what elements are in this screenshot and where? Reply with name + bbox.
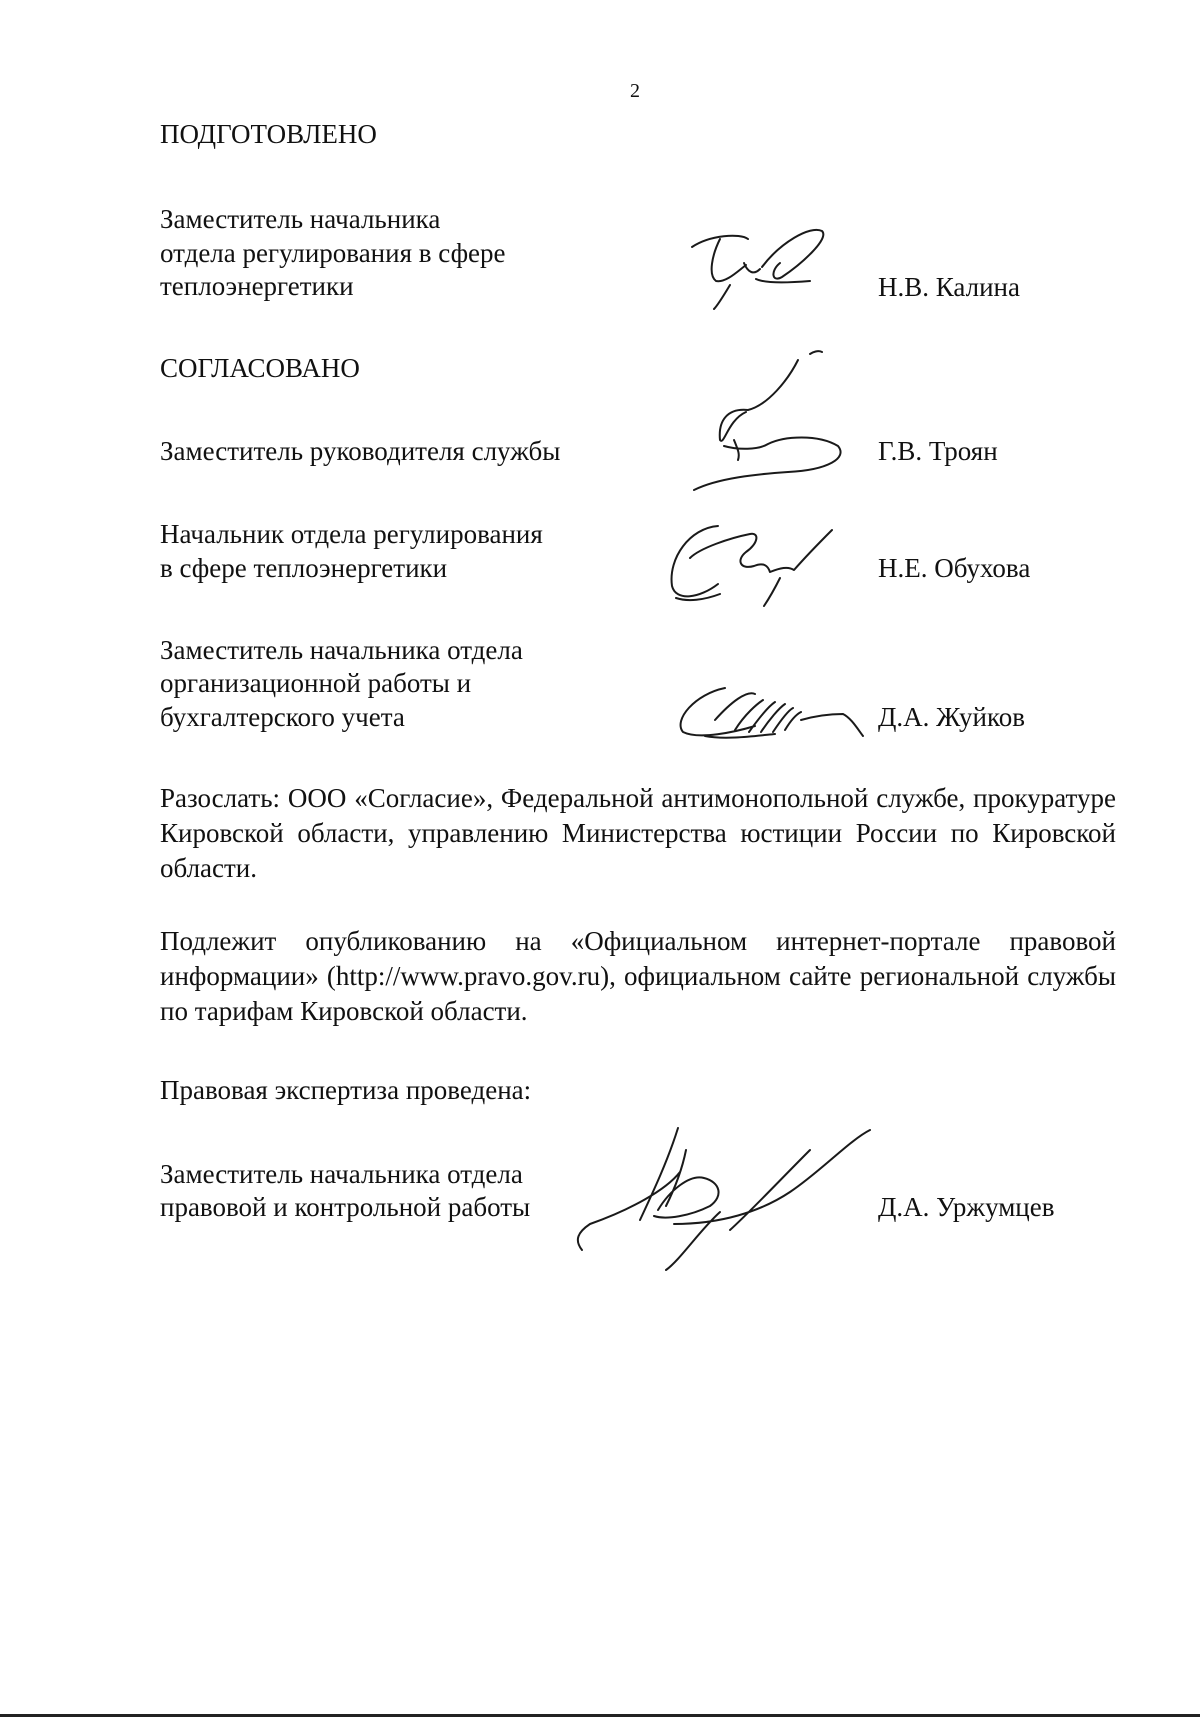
legal-review-signer-name: Д.А. Уржумцев [878,1192,1055,1222]
signature-obukhova [660,508,840,608]
signer-2-position-line-1: Начальник отдела регулирования [160,519,543,549]
legal-review-position-line-1: Заместитель начальника отдела [160,1159,523,1189]
prepared-heading: ПОДГОТОВЛЕНО [160,119,377,149]
publication-paragraph: Подлежит опубликованию на «Официальном интернет-портале правовой информации» (http://www.pravo.gov.ru), официальном сайте региональной службы по тарифам Кировской области. [160,926,1116,1026]
legal-review-position-line-2: правовой и контрольной работы [160,1192,531,1222]
distribution-paragraph: Разослать: ООО «Согласие», Федеральной антимонопольной службе, прокуратуре Кировской области, управлению Министерства юстиции России по Кировской области. [160,783,1116,883]
signer-2-position-line-2: в сфере теплоэнергетики [160,553,448,583]
signer-1-position-line-1: Заместитель руководителя службы [160,436,561,466]
page-number: 2 [630,80,640,102]
prepared-position-line-2: отдела регулирования в сфере [160,238,506,268]
page-bottom-rule [0,1714,1200,1717]
signature-troyan [688,350,888,500]
signature-kalina [690,225,840,315]
signer-3-position-line-2: организационной работы и [160,668,472,698]
legal-review-heading: Правовая экспертиза проведена: [160,1075,532,1105]
signature-zhuikov [675,670,875,760]
signer-3-name: Д.А. Жуйков [878,702,1025,732]
signer-2-name: Н.Е. Обухова [878,553,1031,583]
signer-3-position-line-3: бухгалтерского учета [160,702,405,732]
signer-3-position-line-1: Заместитель начальника отдела [160,635,523,665]
signer-1-name: Г.В. Троян [878,436,998,466]
prepared-position-line-3: теплоэнергетики [160,271,354,301]
agreed-heading: СОГЛАСОВАНО [160,353,360,383]
signature-urzhumtsev [570,1120,900,1270]
prepared-position-line-1: Заместитель начальника [160,204,441,234]
prepared-signer-name: Н.В. Калина [878,272,1020,302]
